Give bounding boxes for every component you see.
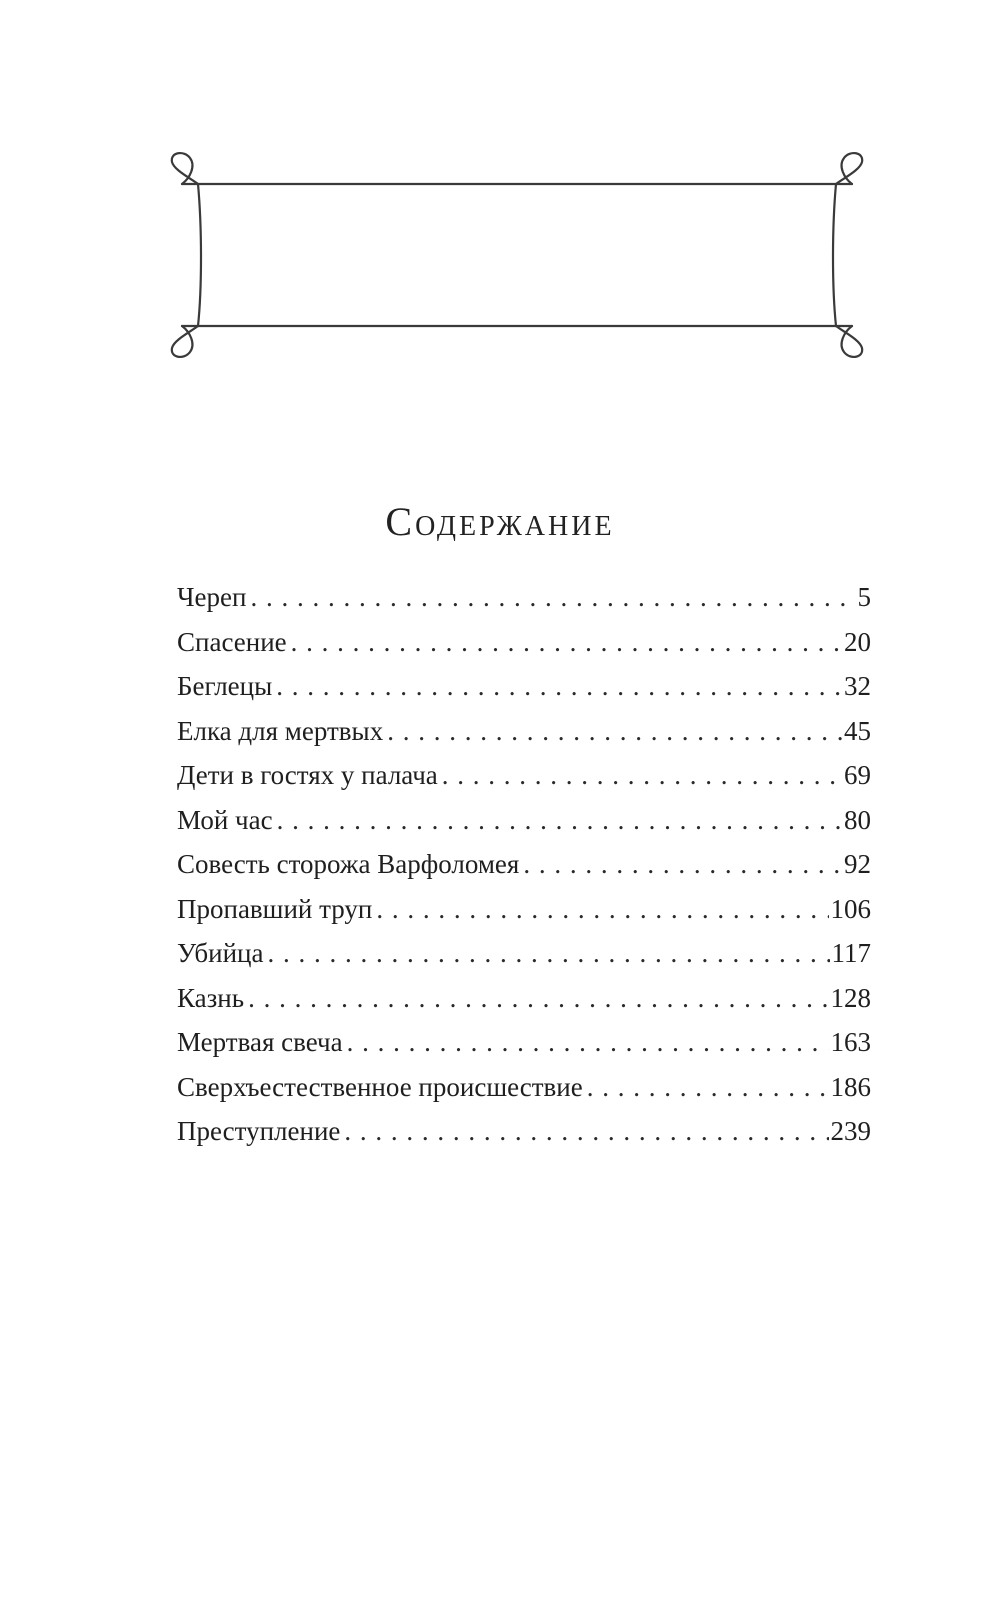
dot-leader (250, 575, 855, 620)
toc-entry[interactable] (177, 1020, 871, 1065)
toc-entry[interactable] (177, 798, 871, 843)
toc-entry[interactable] (177, 709, 871, 754)
toc-page-number: 92 (844, 849, 871, 879)
toc-page-number: 20 (844, 626, 871, 657)
toc-chapter-title: Дети в гостях у палача (177, 760, 438, 790)
dot-leader (387, 709, 842, 754)
toc-chapter-title: Елка для мертвых (177, 715, 384, 746)
toc-page-number: 32 (844, 671, 871, 701)
toc-entry[interactable] (177, 1109, 871, 1154)
dot-leader (277, 798, 842, 843)
toc-chapter-title: Совесть сторожа Варфоломея (177, 849, 520, 879)
dot-leader (276, 664, 842, 709)
toc-page-number: 80 (844, 804, 871, 835)
toc-page-number: 117 (831, 938, 871, 968)
toc-page-number: 5 (857, 582, 871, 612)
toc-entry[interactable] (177, 620, 871, 665)
toc-chapter-title: Спасение (177, 626, 287, 657)
toc-chapter-title: Мой час (177, 804, 273, 835)
toc-entry[interactable] (177, 976, 871, 1021)
dot-leader (248, 976, 828, 1021)
dot-leader (267, 931, 829, 976)
table-of-contents (177, 575, 871, 1154)
toc-page-number: 163 (830, 1027, 871, 1057)
toc-chapter-title: Казнь (177, 982, 245, 1013)
toc-chapter-title: Убийца (177, 938, 264, 968)
toc-chapter-title: Мертвая свеча (177, 1027, 343, 1057)
dot-leader (347, 1020, 829, 1065)
toc-page-number: 186 (830, 1071, 871, 1102)
dot-leader (291, 620, 842, 665)
dot-leader (587, 1065, 829, 1110)
decorative-frame-ornament (160, 148, 880, 380)
toc-chapter-title: Череп (177, 582, 247, 612)
toc-chapter-title: Пропавший труп (177, 893, 373, 924)
toc-entry[interactable] (177, 887, 871, 932)
toc-chapter-title: Беглецы (177, 671, 273, 701)
page-title: Содержание (385, 499, 615, 544)
dot-leader (344, 1109, 828, 1154)
toc-chapter-title: Сверхъестественное происшествие (177, 1071, 583, 1102)
dot-leader (442, 753, 842, 798)
toc-page-number: 45 (844, 715, 871, 746)
toc-entry[interactable] (177, 664, 871, 709)
toc-entry[interactable] (177, 842, 871, 887)
toc-entry[interactable] (177, 931, 871, 976)
toc-page-number: 128 (830, 982, 871, 1013)
toc-chapter-title: Преступление (177, 1116, 341, 1146)
dot-leader (376, 887, 828, 932)
toc-page-number: 239 (830, 1116, 871, 1146)
toc-entry[interactable] (177, 575, 871, 620)
toc-entry[interactable] (177, 753, 871, 798)
toc-page-number: 69 (844, 760, 871, 790)
dot-leader (523, 842, 842, 887)
toc-page-number: 106 (830, 893, 871, 924)
toc-entry[interactable] (177, 1065, 871, 1110)
